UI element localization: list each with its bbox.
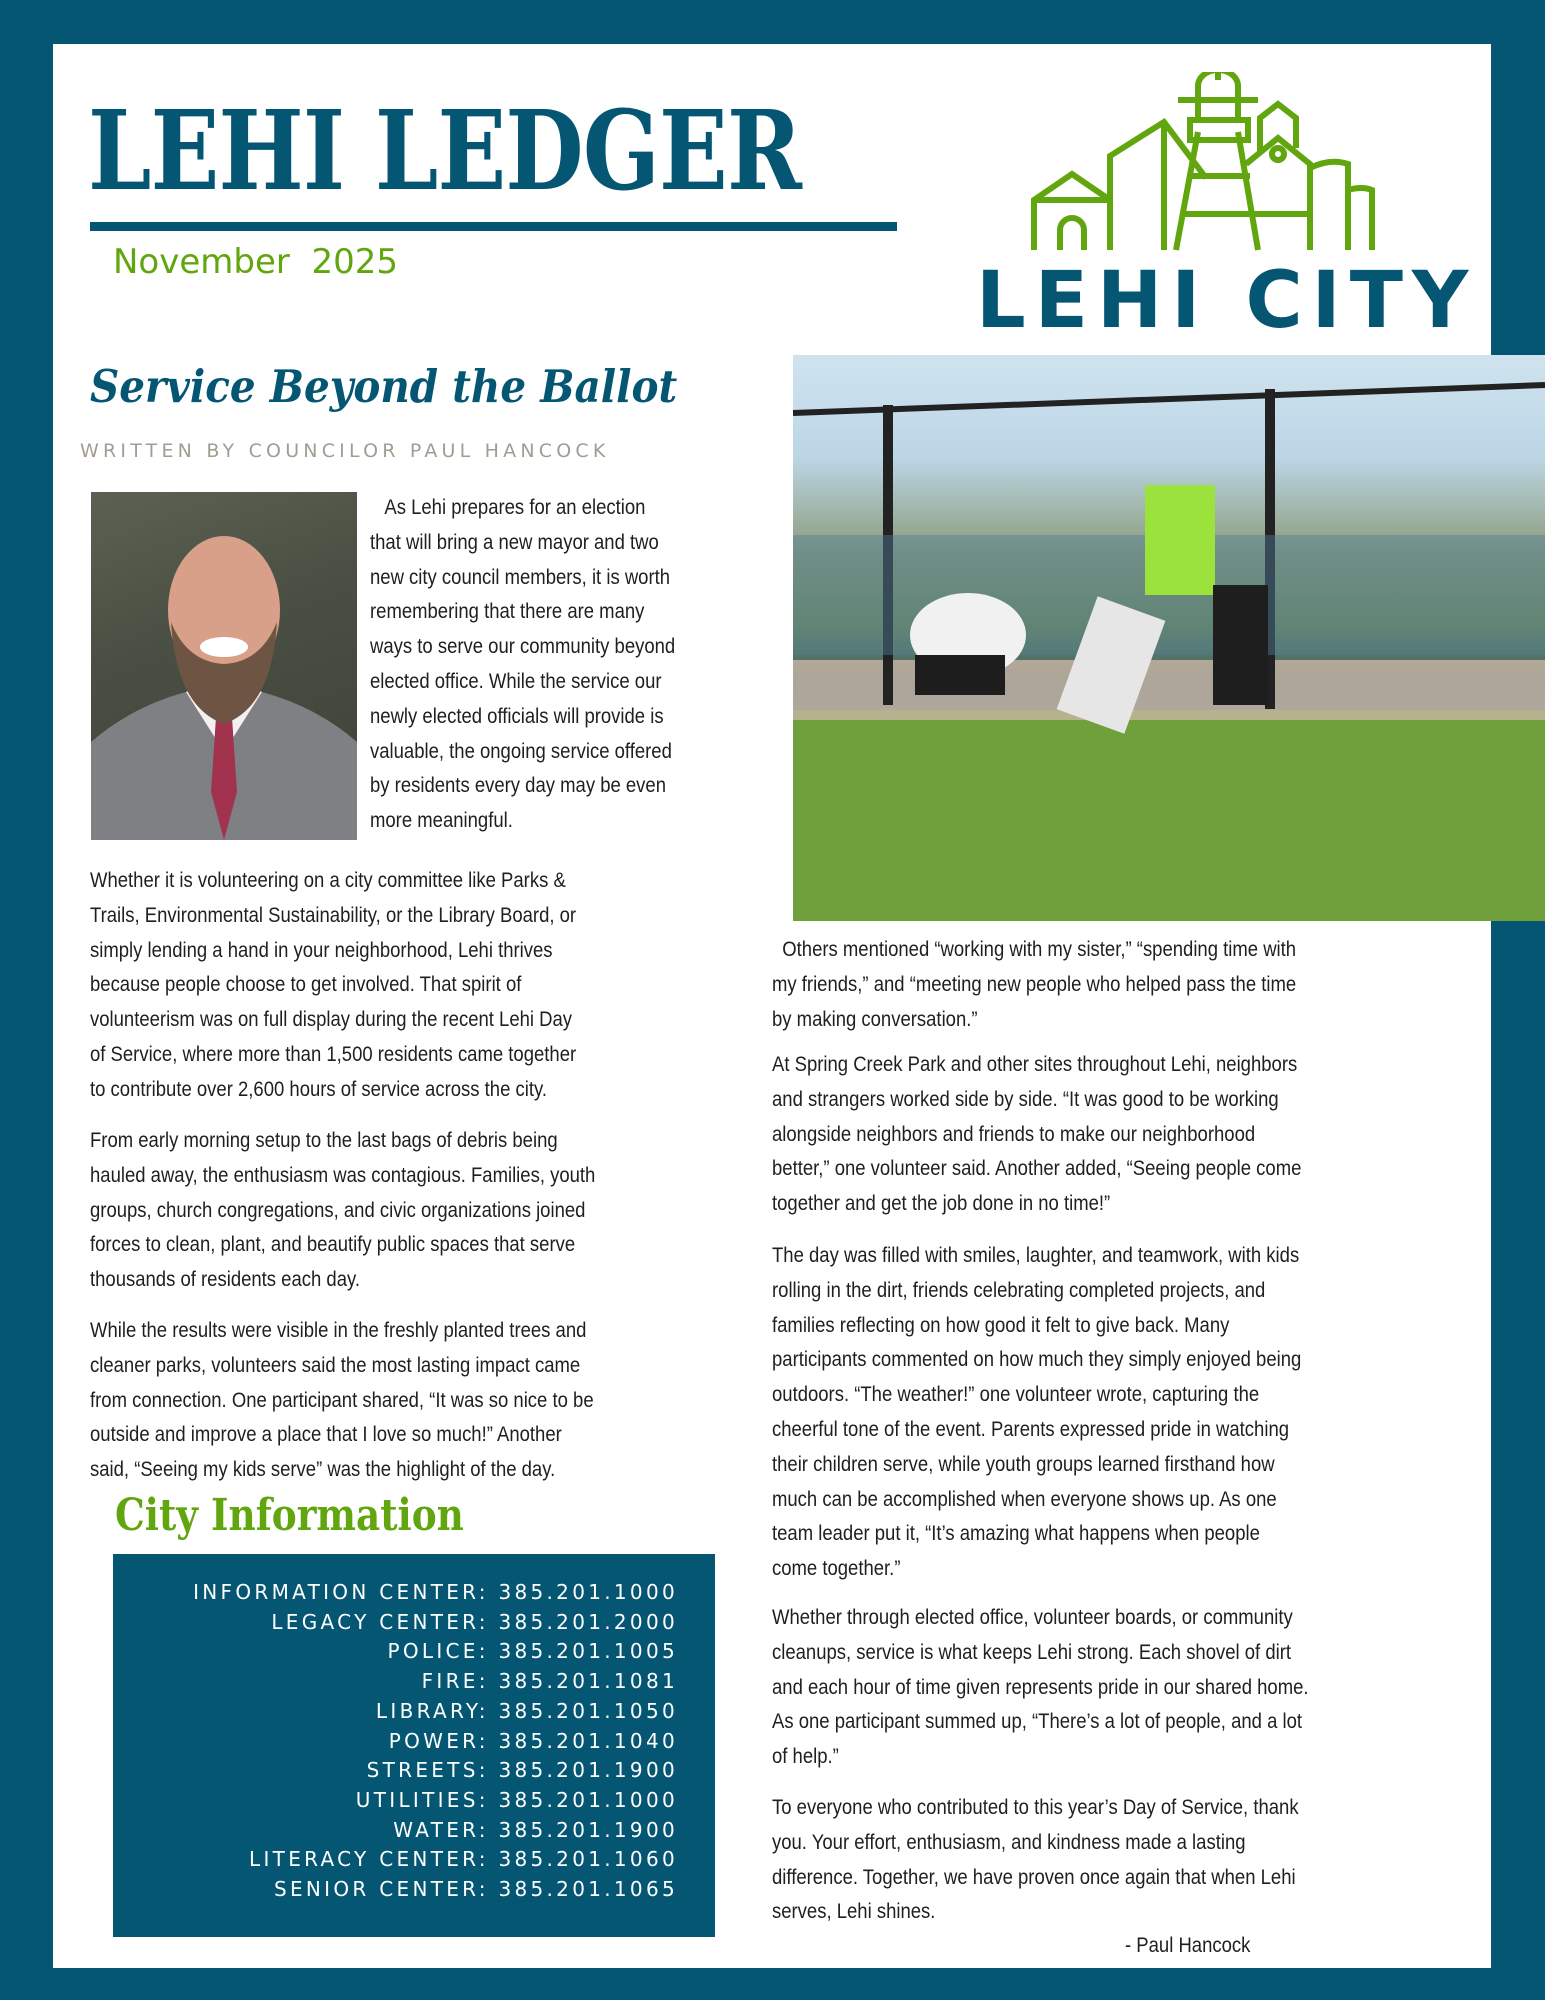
contact-label: SENIOR CENTER:	[273, 1877, 499, 1902]
paragraph-line: that will bring a new mayor and two	[370, 529, 659, 554]
portrait-illustration	[91, 492, 357, 840]
paragraph-line: Trails, Environmental Sustainability, or the Library Board, or	[90, 902, 577, 927]
paragraph-line: simply lending a hand in your neighborhood, Lehi thrives	[90, 937, 553, 962]
paragraph-line: their children serve, while youth groups learned firsthand how	[772, 1451, 1275, 1476]
paragraph-line: better,” one volunteer said. Another added, “Seeing people come	[772, 1156, 1302, 1181]
paragraph-line: new city council members, it is worth	[370, 564, 671, 589]
paragraph-line: come together.”	[772, 1556, 901, 1581]
paragraph-line: To everyone who contributed to this year’s Day of Service, thank	[772, 1795, 1299, 1819]
article-paragraph	[772, 1790, 1384, 1929]
contact-phone: 385.201.1060	[498, 1847, 678, 1872]
contact-label: POWER:	[388, 1728, 499, 1753]
paragraph-line: cleanups, service is what keeps Lehi strong. Each shovel of dirt	[772, 1639, 1292, 1664]
contact-label: STREETS:	[366, 1758, 499, 1783]
contact-label: LITERACY CENTER:	[249, 1847, 499, 1872]
contact-label: WATER:	[393, 1817, 499, 1842]
contact-phone: 385.201.1040	[498, 1728, 678, 1753]
paragraph-line: elected office. While the service our	[370, 668, 662, 693]
paragraph-line: said, “Seeing my kids serve” was the highlight of the day.	[90, 1457, 556, 1482]
article-paragraph	[772, 1600, 1396, 1774]
contact-row	[193, 1608, 678, 1638]
contact-phone: 385.201.1900	[498, 1817, 678, 1842]
paragraph-line: outdoors. “The weather!” one volunteer wrote, capturing the	[772, 1382, 1260, 1407]
contact-row	[193, 1697, 678, 1727]
masthead-rule	[90, 222, 897, 231]
contact-row	[193, 1637, 678, 1667]
paragraph-line: because people choose to get involved. That spirit of	[90, 972, 522, 997]
contact-row	[193, 1816, 678, 1846]
contact-phone: 385.201.1081	[498, 1669, 678, 1694]
paragraph-line: cheerful tone of the event. Parents expressed pride in watching	[772, 1416, 1290, 1441]
article-paragraph	[90, 863, 655, 1107]
paragraph-line: you. Your effort, enthusiasm, and kindness made a lasting	[772, 1829, 1246, 1854]
contact-row	[193, 1845, 678, 1875]
article-signature: - Paul Hancock	[1125, 1933, 1251, 1957]
paragraph-line: more meaningful.	[370, 808, 513, 833]
paragraph-line: serves, Lehi shines.	[772, 1899, 936, 1924]
volunteer-photo-illustration	[793, 355, 1545, 921]
paragraph-line: hauled away, the enthusiasm was contagious. Families, youth	[90, 1162, 596, 1187]
paragraph-line: thousands of residents each day.	[90, 1267, 360, 1292]
paragraph-line: difference. Together, we have proven once again that when Lehi	[772, 1864, 1296, 1889]
contact-phone: 385.201.1065	[498, 1877, 678, 1902]
article-paragraph	[772, 1238, 1387, 1586]
contact-phone: 385.201.1050	[498, 1698, 678, 1723]
contact-phone: 385.201.1900	[498, 1758, 678, 1783]
paragraph-line: cleaner parks, volunteers said the most lasting impact came	[90, 1352, 581, 1377]
paragraph-line: families reflecting on how good it felt to give back. Many	[772, 1312, 1230, 1337]
contact-row	[193, 1727, 678, 1757]
paragraph-line: As one participant summed up, “There’s a lot of people, and a lot	[772, 1709, 1303, 1734]
contact-label: LIBRARY:	[375, 1698, 499, 1723]
article-title: Service Beyond the Ballot	[90, 360, 678, 413]
article-paragraph	[90, 1313, 676, 1487]
paragraph-line: and each hour of time given represents pride in our shared home.	[772, 1674, 1309, 1699]
masthead-title: LEHI LEDGER	[88, 86, 802, 215]
paragraph-line: alongside neighbors and friends to make our neighborhood	[772, 1121, 1256, 1146]
contact-phone: 385.201.1000	[498, 1580, 678, 1604]
contact-row	[193, 1667, 678, 1697]
paragraph-line: Whether through elected office, volunteer boards, or community	[772, 1605, 1293, 1629]
contact-label: INFORMATION CENTER:	[193, 1580, 499, 1604]
paragraph-line: Whether it is volunteering on a city committee like Parks &	[90, 868, 566, 892]
paragraph-line: by making conversation.”	[772, 1006, 978, 1031]
paragraph-line: to contribute over 2,600 hours of service across the city.	[90, 1076, 547, 1101]
paragraph-line: of help.”	[772, 1744, 839, 1769]
article-paragraph	[370, 490, 725, 838]
contact-row	[193, 1756, 678, 1786]
logo-wordmark: LEHI CITY	[976, 256, 1478, 346]
city-skyline-lighthouse-icon	[1030, 72, 1375, 252]
paragraph-line: remembering that there are many	[370, 599, 645, 624]
paragraph-line: At Spring Creek Park and other sites throughout Lehi, neighbors	[772, 1052, 1298, 1076]
paragraph-line: newly elected officials will provide is	[370, 703, 664, 728]
paragraph-line: As Lehi prepares for an election	[370, 495, 646, 519]
city-info-box	[113, 1554, 715, 1937]
volunteer-photo	[793, 355, 1545, 921]
author-portrait	[91, 492, 357, 840]
paragraph-line: from connection. One participant shared, “It was so nice to be	[90, 1387, 594, 1412]
contact-phone: 385.201.1000	[498, 1787, 678, 1812]
contact-row	[193, 1786, 678, 1816]
paragraph-line: While the results were visible in the freshly planted trees and	[90, 1318, 587, 1342]
issue-date: November 2025	[113, 242, 399, 282]
paragraph-line: my friends,” and “meeting new people who helped pass the time	[772, 971, 1297, 996]
contact-phone: 385.201.2000	[498, 1609, 678, 1634]
contact-label: FIRE:	[421, 1669, 499, 1694]
paragraph-line: outside and improve a place that I love so much!” Another	[90, 1422, 562, 1447]
paragraph-line: Others mentioned “working with my sister,” “spending time with	[772, 937, 1297, 961]
paragraph-line: and strangers worked side by side. “It was good to be working	[772, 1086, 1279, 1111]
article-paragraph	[772, 932, 1382, 1036]
paragraph-line: by residents every day may be even	[370, 773, 667, 798]
paragraph-line: valuable, the ongoing service offered	[370, 738, 672, 763]
paragraph-line: rolling in the dirt, friends celebrating completed projects, and	[772, 1277, 1266, 1302]
article-byline: WRITTEN BY COUNCILOR PAUL HANCOCK	[80, 440, 610, 462]
paragraph-line: participants commented on how much they simply enjoyed being	[772, 1347, 1302, 1372]
contact-label: UTILITIES:	[355, 1787, 499, 1812]
contact-row	[193, 1578, 678, 1608]
paragraph-line: team leader put it, “It’s amazing what happens when people	[772, 1521, 1260, 1546]
paragraph-line: together and get the job done in no time!”	[772, 1191, 1111, 1216]
article-paragraph	[90, 1123, 678, 1297]
paragraph-line: groups, church congregations, and civic organizations joined	[90, 1197, 586, 1222]
contact-label: POLICE:	[387, 1639, 499, 1664]
contact-row	[193, 1875, 678, 1905]
paragraph-line: From early morning setup to the last bags of debris being	[90, 1128, 558, 1152]
article-paragraph	[772, 1047, 1388, 1221]
contact-list	[193, 1578, 678, 1905]
paragraph-line: much can be accomplished when everyone shows up. As one	[772, 1486, 1277, 1511]
paragraph-line: volunteerism was on full display during the recent Lehi Day	[90, 1007, 573, 1032]
city-info-title: City Information	[115, 1490, 464, 1541]
paragraph-line: ways to serve our community beyond	[370, 634, 676, 659]
contact-phone: 385.201.1005	[498, 1639, 678, 1664]
paragraph-line: of Service, where more than 1,500 residents came together	[90, 1041, 577, 1066]
paragraph-line: forces to clean, plant, and beautify public spaces that serve	[90, 1232, 576, 1257]
contact-label: LEGACY CENTER:	[271, 1609, 499, 1634]
paragraph-line: The day was filled with smiles, laughter, and teamwork, with kids	[772, 1243, 1300, 1267]
